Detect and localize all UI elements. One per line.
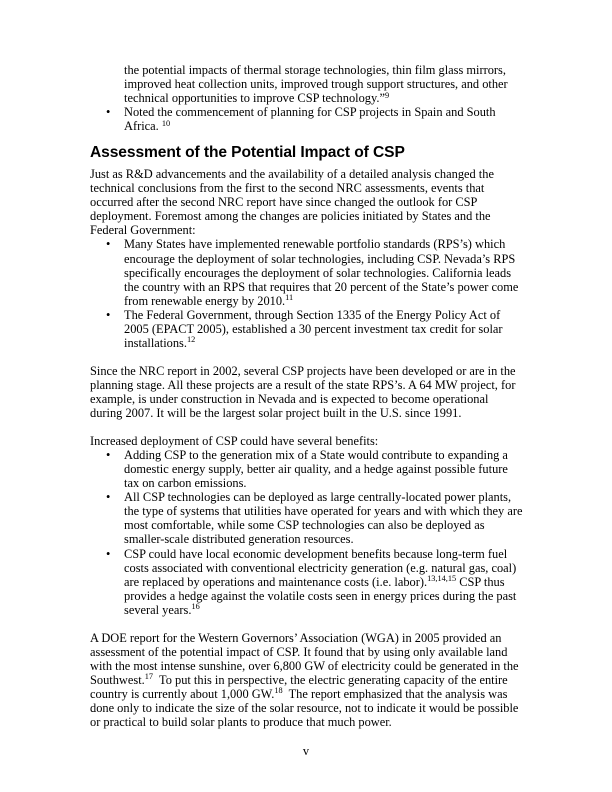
bullet-icon: •: [106, 546, 111, 561]
paragraph: [90, 364, 523, 420]
section-heading: Assessment of the Potential Impact of CSP: [90, 144, 405, 162]
footnote-reference: 16: [191, 602, 200, 612]
bullet-icon: •: [106, 105, 111, 120]
bullet-item: [90, 448, 523, 490]
bullet-item: [90, 547, 523, 617]
footnote-reference: 11: [285, 293, 294, 303]
bullet-icon: •: [106, 237, 111, 252]
bullet-icon: •: [106, 448, 111, 463]
footnote-reference: 17: [144, 672, 154, 682]
footnote-reference: 12: [186, 335, 196, 345]
footnote-reference: 10: [161, 118, 171, 128]
footnote-reference: 13,14,15: [427, 574, 457, 584]
text-run: Just as R&D advancements and the availability of a detailed analysis changed the technical conclusions from the first to the second NRC assessments, events that occurred after the second NRC report have since changed the outlook for CSP deployment. Foremost among the changes are policies initiated by States and the Federal Government:: [90, 167, 498, 238]
bullet-icon: •: [106, 490, 111, 505]
paragraph: [90, 434, 523, 448]
paragraph: [90, 167, 523, 237]
bullet-icon: •: [106, 307, 111, 322]
text-run: Noted the commencement of planning for CSP projects in Spain and South Africa. $^{10}$: [124, 105, 498, 134]
bullet-item: [90, 237, 523, 307]
text-run: All CSP technologies can be deployed as large centrally-located power plants, the type of systems that utilities have operated for years and with which they are most comfortable, while some CSP technologies can also be deployed as smaller-scale distributed generation resources.: [124, 490, 526, 547]
paragraph: [90, 631, 523, 729]
document-content: [90, 63, 526, 730]
text-run: Adding CSP to the generation mix of a State would contribute to expanding a domestic energy supply, better air quality, and a hedge against possible future tax on carbon emissions.: [124, 448, 512, 491]
footnote-reference: 9: [384, 90, 390, 100]
bullet-continuation: [90, 63, 523, 105]
text-run: Increased deployment of CSP could have several benefits:: [90, 434, 379, 449]
text-run: A DOE report for the Western Governors’ Association (WGA) in 2005 provided an assessment of the potential impact of CSP. It found that by using only available land with the most intense sunshine, over 6,800 GW of electricity could be generated in the Southwest.$^{17}$ To put this in perspective, the electric generating capacity of the entire country is currently about 1,000 GW.$^{18}$ The report emphasized that the analysis was done only to indicate the size of the solar resource, not to indicate it would be possible or practical to build solar plants to produce that much power.: [90, 630, 522, 730]
footnote-reference: 18: [274, 686, 283, 696]
text-run: CSP could have local economic development benefits because long-term fuel costs associated with conventional electricity generation (e.g. natural gas, coal) are replaced by operations and maintenance costs (i.e. labor).$^{13,14,15}$ CSP thus provides a hedge against the volatile costs seen in energy prices during the past several years.$^{16}$: [124, 546, 520, 617]
text-run: the potential impacts of thermal storage technologies, thin film glass mirrors, improved heat collection units, improved trough support structures, and other technical opportunities to improve CSP technology.”$^9$: [124, 63, 511, 106]
page-number: v: [302, 744, 310, 758]
bullet-item: [90, 308, 523, 350]
text-run: Since the NRC report in 2002, several CSP projects have been developed or are in the planning stage. All these projects are a result of the state RPS’s. A 64 MW project, for example, is under construction in Nevada and is expected to become operational during 2007. It will be the largest solar project built in the U.S. since 1991.: [90, 363, 519, 421]
page-footer: [0, 744, 612, 758]
bullet-item: [90, 105, 523, 133]
text-run: Many States have implemented renewable portfolio standards (RPS’s) which encourage the deployment of solar technologies, including CSP. Nevada’s RPS specifically encourages the deployment of solar technologies. California leads the country with an RPS that requires that 20 percent of the State’s power come from renewable energy by 2010.11: [124, 237, 522, 308]
bullet-item: [90, 490, 526, 547]
text-run: The Federal Government, through Section 1335 of the Energy Policy Act of 2005 (EPACT 2005), established a 30 percent investment tax credit for solar installations.$^{12}$: [124, 307, 506, 350]
